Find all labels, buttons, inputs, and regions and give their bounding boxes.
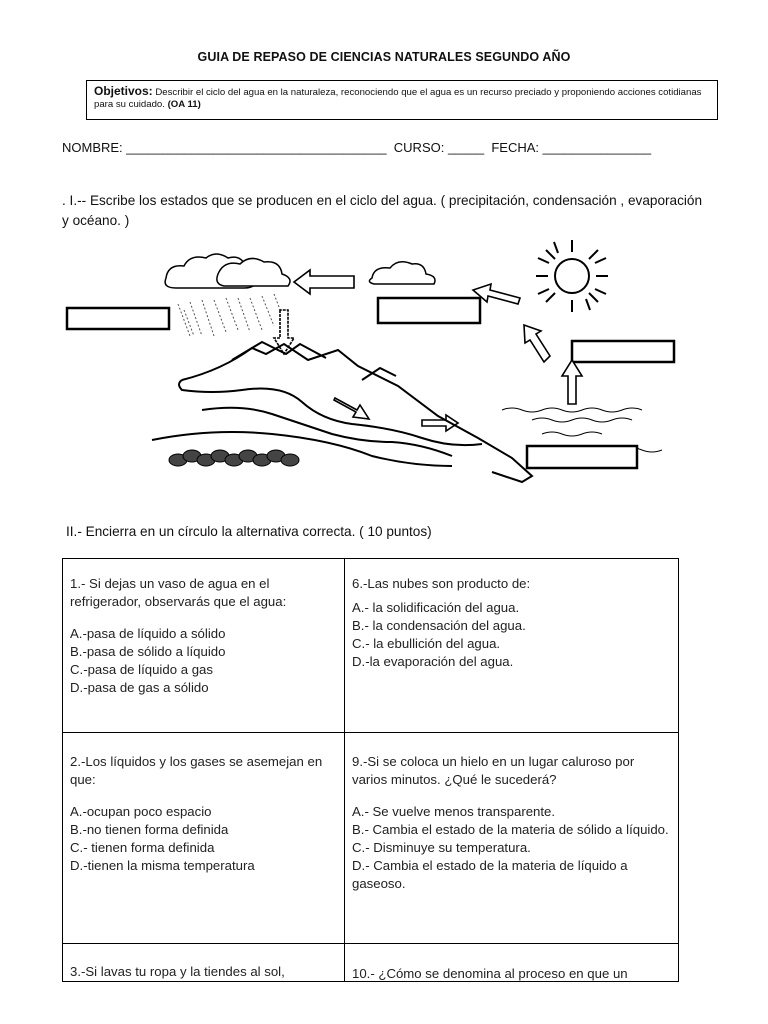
answer-option[interactable]: C.-pasa de líquido a gas [70, 662, 213, 677]
question-prompt: 1.- Si dejas un vaso de agua en el refrigerador, observarás que el agua: [70, 576, 287, 609]
question-6 [345, 569, 679, 671]
question-prompt: 2.-Los líquidos y los gases se asemejan en que: [70, 754, 323, 787]
water-cycle-diagram [62, 240, 682, 508]
question-1 [63, 569, 344, 697]
answer-option[interactable]: A.-ocupan poco espacio [70, 804, 212, 819]
answer-option[interactable]: C.- tienen forma definida [70, 840, 215, 855]
evaporation-answer-box[interactable] [572, 341, 674, 362]
answer-option[interactable]: B.- la condensación del agua. [352, 618, 526, 633]
table-divider [63, 732, 678, 733]
rain-cloud-left [165, 254, 290, 288]
section2-instruction: II.- Encierra en un círculo la alternativa correcta. ( 10 puntos) [66, 524, 432, 539]
section1-instruction: . I.-- Escribe los estados que se producen en el ciclo del agua. ( precipitación, condensación , evaporación y océano. ) [62, 193, 703, 228]
answer-option[interactable]: A.-pasa de líquido a sólido [70, 626, 226, 641]
answer-option[interactable]: B.-pasa de sólido a líquido [70, 644, 226, 659]
objectives-box [86, 80, 718, 120]
questions-table [62, 558, 679, 982]
answer-option[interactable]: C.- la ebullición del agua. [352, 636, 501, 651]
question-prompt: 6.-Las nubes son producto de: [352, 576, 531, 591]
answer-option[interactable]: A.- la solidificación del agua. [352, 600, 520, 615]
rain-streaks [178, 294, 284, 336]
question-prompt: 9.-Si se coloca un hielo en un lugar caluroso por varios minutos. ¿Qué le sucederá? [352, 754, 635, 787]
answer-option[interactable]: D.-pasa de gas a sólido [70, 680, 209, 695]
objectives-text: Describir el ciclo del agua en la naturaleza, reconociendo que el agua es un recurso preciado y proponiendo acciones cotidianas para su cuidado. [94, 87, 702, 110]
answer-option[interactable]: A.- Se vuelve menos transparente. [352, 804, 556, 819]
question-9 [345, 747, 679, 893]
ocean-answer-box[interactable] [527, 446, 637, 468]
question-2 [63, 747, 344, 875]
answer-option[interactable]: B.-no tienen forma definida [70, 822, 229, 837]
trees [169, 450, 299, 466]
question-prompt: 3.-Si lavas tu ropa y la tiendes al sol, [70, 964, 285, 979]
sun-icon [536, 240, 608, 312]
answer-option[interactable]: B.- Cambia el estado de la materia de sólido a líquido. [352, 822, 669, 837]
cycle-arrows [274, 270, 582, 431]
student-info-line[interactable]: NOMBRE: ____________________________________ CURSO: _____ FECHA: _______________ [62, 140, 652, 155]
question-10 [345, 959, 679, 982]
answer-option[interactable]: C.- Disminuye su temperatura. [352, 840, 531, 855]
answer-option[interactable]: D.- Cambia el estado de la materia de líquido a gaseoso. [352, 858, 628, 891]
condensation-answer-box[interactable] [378, 298, 480, 323]
cloud-right [369, 262, 435, 284]
table-divider [63, 943, 678, 944]
objectives-code: (OA 11) [167, 99, 201, 110]
page-title: GUIA DE REPASO DE CIENCIAS NATURALES SEGUNDO AÑO [197, 50, 571, 64]
question-prompt: 10.- ¿Cómo se denomina al proceso en que un [352, 966, 628, 981]
question-3 [63, 957, 344, 982]
answer-option[interactable]: D.-tienen la misma temperatura [70, 858, 255, 873]
answer-option[interactable]: D.-la evaporación del agua. [352, 654, 514, 669]
objectives-label: Objetivos: [94, 84, 153, 98]
precipitation-answer-box[interactable] [67, 308, 169, 329]
